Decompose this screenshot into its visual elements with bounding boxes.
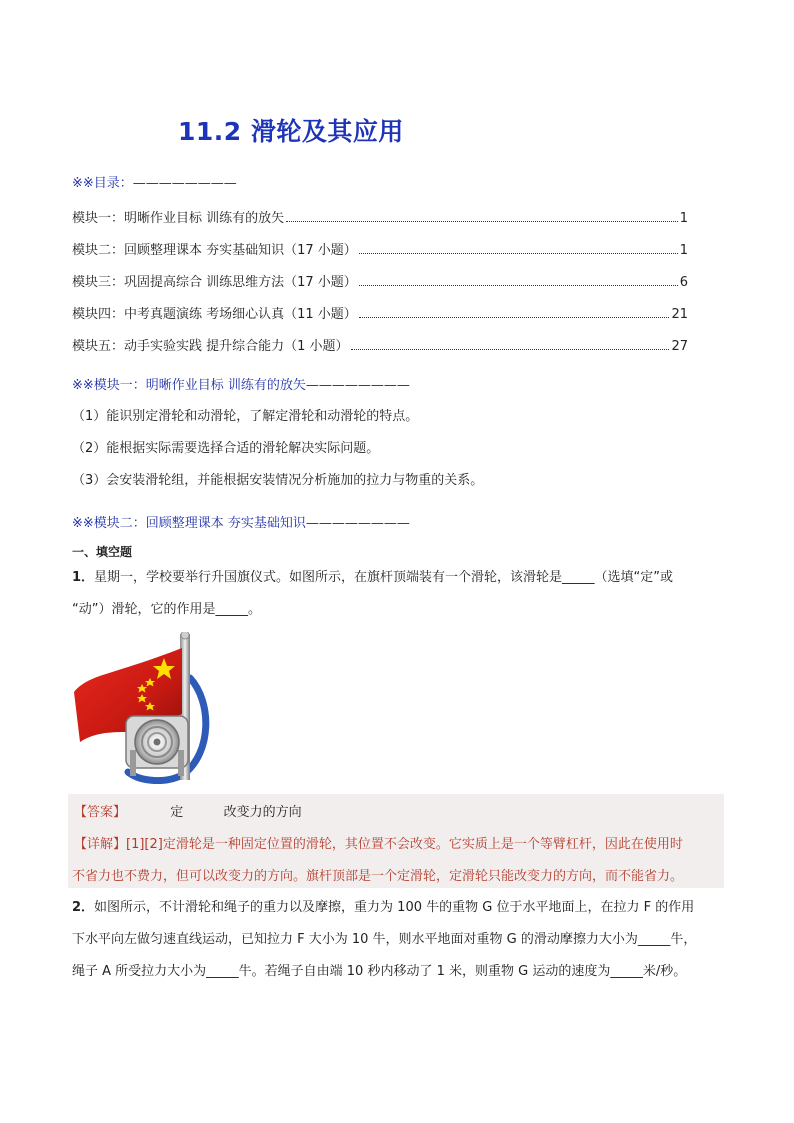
question-1 [72, 562, 724, 626]
page-title: 11.2 滑轮及其应用 [178, 117, 404, 146]
detail-text: 不省力也不费力，但可以改变力的方向。旗杆顶部是一个定滑轮，定滑轮只能改变力的方向，而不能省力。 [72, 869, 684, 884]
question-number: 1． [72, 570, 95, 585]
toc-heading: ※※目录：———————— [72, 176, 237, 191]
toc-item[interactable] [72, 303, 688, 321]
toc-item-label: 模块五：动手实验实践 提升综合能力（1 小题） [72, 339, 349, 354]
flag-pulley-illustration [72, 632, 212, 784]
toc-item[interactable] [72, 207, 688, 225]
toc-item-page: 6 [679, 275, 688, 290]
question-line: “动”）滑轮，它的作用是_____。 [72, 602, 261, 617]
flag-pulley-figure [72, 632, 212, 784]
question-line: 绳子 A 所受拉力大小为_____牛。若绳子自由端 10 秒内移动了 1 米，则重物 G 运动的速度为_____米/秒。 [72, 964, 687, 979]
detail-label: 【详解】 [74, 837, 127, 852]
toc-item-label: 模块一：明晰作业目标 训练有的放矢 [72, 211, 285, 226]
toc-leader [359, 252, 678, 254]
goal-item: （3）会安装滑轮组，并能根据安装情况分析施加的拉力与物重的关系。 [72, 473, 484, 488]
toc-item-page: 27 [671, 339, 688, 354]
goal-item: （1）能识别定滑轮和动滑轮，了解定滑轮和动滑轮的特点。 [72, 409, 419, 424]
toc-leader [351, 348, 670, 350]
toc-item-page: 21 [671, 307, 688, 322]
toc-item[interactable] [72, 335, 688, 353]
section-label: 一、填空题 [72, 545, 133, 559]
answer-line [74, 801, 302, 820]
toc-item-label: 模块三：巩固提高综合 训练思维方法（17 小题） [72, 275, 357, 290]
toc-item[interactable] [72, 239, 688, 257]
goal-item: （2）能根据实际需要选择合适的滑轮解决实际问题。 [72, 441, 380, 456]
question-line: 下水平向左做匀速直线运动，已知拉力 F 大小为 10 牛，则水平地面对重物 G 的滑动摩擦力大小为_____牛， [72, 932, 697, 947]
toc-item-page: 1 [679, 211, 688, 226]
toc-leader [359, 284, 678, 286]
answer-value: 改变力的方向 [223, 805, 302, 820]
answer-label: 【答案】 [74, 805, 127, 820]
module2-heading: ※※模块二：回顾整理课本 夯实基础知识———————— [72, 516, 410, 531]
answer-value: 定 [170, 805, 184, 820]
toc-item[interactable] [72, 271, 688, 289]
toc-leader [286, 220, 678, 222]
toc-item-label: 模块四：中考真题演练 考场细心认真（11 小题） [72, 307, 357, 322]
module1-heading: ※※模块一：明晰作业目标 训练有的放矢———————— [72, 378, 410, 393]
detail-line [74, 833, 683, 852]
detail-text: [1][2]定滑轮是一种固定位置的滑轮，其位置不会改变。它实质上是一个等臂杠杆，因此在使用时 [126, 837, 683, 852]
question-2 [72, 892, 724, 988]
question-line: 如图所示，不计滑轮和绳子的重力以及摩擦，重力为 100 牛的重物 G 位于水平地面上，在拉力 F 的作用 [94, 900, 695, 915]
toc-item-page: 1 [679, 243, 688, 258]
toc-item-label: 模块二：回顾整理课本 夯实基础知识（17 小题） [72, 243, 357, 258]
question-line: 星期一，学校要举行升国旗仪式。如图所示，在旗杆顶端装有一个滑轮，该滑轮是_____（选填“定”或 [94, 570, 674, 585]
toc-leader [359, 316, 670, 318]
question-number: 2． [72, 900, 95, 915]
